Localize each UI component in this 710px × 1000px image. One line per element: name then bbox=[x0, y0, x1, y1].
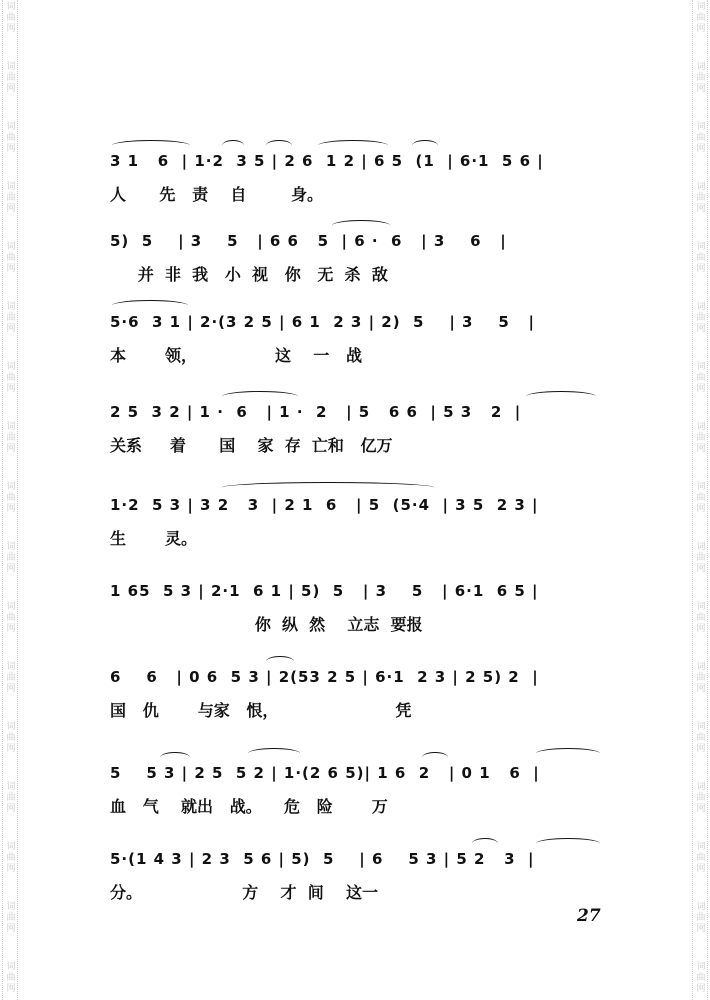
slur-arc bbox=[536, 748, 600, 759]
watermark-mark: 词 曲 网 bbox=[696, 962, 706, 994]
slur-arc bbox=[112, 140, 190, 151]
score-line bbox=[110, 401, 610, 455]
slur-arc bbox=[222, 482, 434, 493]
lyrics: 人 先 责 自 身。 bbox=[110, 185, 323, 204]
watermark-mark: 词 曲 网 bbox=[6, 542, 16, 574]
watermark-mark: 词 曲 网 bbox=[6, 422, 16, 454]
slur-arc bbox=[112, 300, 188, 311]
watermark-mark: 词 曲 网 bbox=[6, 782, 16, 814]
watermark-mark: 词 曲 网 bbox=[6, 302, 16, 334]
lyrics: 关系 着 国 家 存 亡和 亿万 bbox=[110, 436, 393, 455]
lyrics: 国 仇 与家 恨， 凭 bbox=[110, 701, 412, 720]
watermark-mark: 词 曲 网 bbox=[696, 842, 706, 874]
slur-arc bbox=[422, 752, 448, 763]
lyrics: 分。 方 才 间 这一 bbox=[110, 883, 378, 902]
lyrics: 生 灵。 bbox=[110, 529, 197, 548]
slur-arc bbox=[472, 838, 498, 849]
jianpu-notes: 5 5 3 | 2 5 5 2 | 1·(2 6 5)| 1 6 2 | 0 1 6 | bbox=[110, 764, 540, 782]
watermark-mark: 词 曲 网 bbox=[696, 542, 706, 574]
slur-arc bbox=[266, 656, 294, 667]
watermark-mark: 词 曲 网 bbox=[6, 722, 16, 754]
slur-arc bbox=[222, 140, 244, 151]
slur-arc bbox=[248, 748, 300, 759]
watermark-mark: 词 曲 网 bbox=[6, 362, 16, 394]
watermark-mark: 词 曲 网 bbox=[696, 902, 706, 934]
slur-arc bbox=[526, 391, 596, 402]
slur-arc bbox=[318, 140, 388, 151]
watermark-mark: 词 曲 网 bbox=[696, 122, 706, 154]
score-line bbox=[110, 230, 610, 284]
watermark-mark: 词 曲 网 bbox=[6, 962, 16, 994]
watermark-mark: 词 曲 网 bbox=[6, 242, 16, 274]
watermark-mark: 词 曲 网 bbox=[696, 62, 706, 94]
score-line bbox=[110, 666, 610, 720]
lyrics: 血 气 就出 战。 危 险 万 bbox=[110, 797, 388, 816]
watermark-mark: 词 曲 网 bbox=[6, 902, 16, 934]
jianpu-notes: 5·6 3 1 | 2·(3 2 5 | 6 1 2 3 | 2) 5 | 3 5 | bbox=[110, 313, 535, 331]
watermark-mark: 词 曲 网 bbox=[696, 242, 706, 274]
watermark-mark: 词 曲 网 bbox=[696, 482, 706, 514]
jianpu-notes: 1·2 5 3 | 3 2 3 | 2 1 6 | 5 (5·4 | 3 5 2 3 | bbox=[110, 496, 539, 514]
score-line bbox=[110, 580, 610, 634]
score-line bbox=[110, 494, 610, 548]
watermark-mark: 词 曲 网 bbox=[696, 662, 706, 694]
watermark-mark: 词 曲 网 bbox=[6, 182, 16, 214]
jianpu-notes: 6 6 | 0 6 5 3 | 2(53 2 5 | 6·1 2 3 | 2 5) 2 | bbox=[110, 668, 539, 686]
watermark-mark: 词 曲 网 bbox=[696, 782, 706, 814]
watermark-mark: 词 曲 网 bbox=[6, 2, 16, 34]
watermark-mark: 词 曲 网 bbox=[6, 842, 16, 874]
jianpu-notes: 5·(1 4 3 | 2 3 5 6 | 5) 5 | 6 5 3 | 5 2 3 | bbox=[110, 850, 535, 868]
score-line bbox=[110, 150, 610, 204]
watermark-mark: 词 曲 网 bbox=[6, 482, 16, 514]
lyrics: 本 领， 这 一 战 bbox=[110, 346, 362, 365]
page-number: 27 bbox=[577, 906, 601, 926]
slur-arc bbox=[222, 391, 298, 402]
jianpu-notes: 2 5 3 2 | 1 · 6 | 1 · 2 | 5 6 6 | 5 3 2 | bbox=[110, 403, 522, 421]
jianpu-notes: 1 65 5 3 | 2·1 6 1 | 5) 5 | 3 5 | 6·1 6 5 | bbox=[110, 582, 539, 600]
watermark-mark: 词 曲 网 bbox=[6, 62, 16, 94]
slur-arc bbox=[332, 220, 390, 231]
jianpu-notes: 3 1 6 | 1·2 3 5 | 2 6 1 2 | 6 5 (1 | 6·1 5 6 | bbox=[110, 152, 544, 170]
score-line bbox=[110, 762, 610, 816]
slur-arc bbox=[412, 140, 438, 151]
watermark-mark: 词 曲 网 bbox=[6, 662, 16, 694]
lyrics: 你 纵 然 立志 要报 bbox=[110, 615, 423, 634]
watermark-mark: 词 曲 网 bbox=[696, 362, 706, 394]
watermark-mark: 词 曲 网 bbox=[6, 602, 16, 634]
watermark-mark: 词 曲 网 bbox=[6, 122, 16, 154]
score-line bbox=[110, 311, 610, 365]
watermark-mark: 词 曲 网 bbox=[696, 602, 706, 634]
watermark-mark: 词 曲 网 bbox=[696, 2, 706, 34]
watermark-mark: 词 曲 网 bbox=[696, 722, 706, 754]
slur-arc bbox=[266, 140, 292, 151]
score-line bbox=[110, 848, 610, 902]
lyrics: 并 非 我 小 视 你 无 杀 敌 bbox=[110, 265, 388, 284]
watermark-mark: 词 曲 网 bbox=[696, 422, 706, 454]
slur-arc bbox=[536, 838, 600, 849]
watermark-mark: 词 曲 网 bbox=[696, 302, 706, 334]
slur-arc bbox=[160, 752, 190, 763]
jianpu-notes: 5) 5 | 3 5 | 6 6 5 | 6 · 6 | 3 6 | bbox=[110, 232, 507, 250]
watermark-mark: 词 曲 网 bbox=[696, 182, 706, 214]
